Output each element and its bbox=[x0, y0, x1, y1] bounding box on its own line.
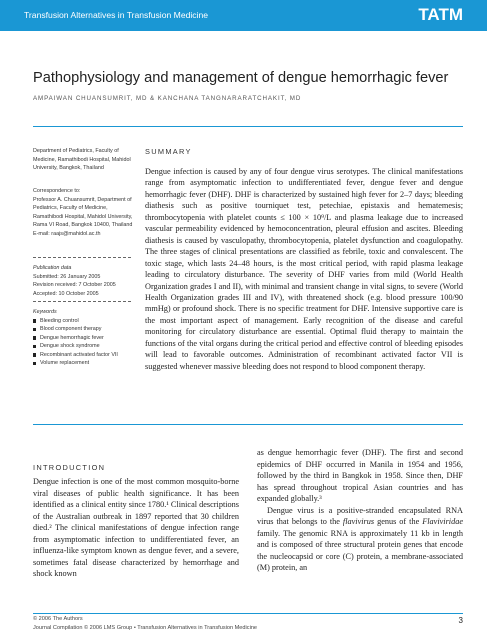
article-authors: AMPAIWAN CHUANSUMRIT, MD & KANCHANA TANGNARARATCHAKIT, MD bbox=[33, 95, 302, 102]
introduction-heading: INTRODUCTION bbox=[33, 463, 106, 472]
family-name: Flaviviridae bbox=[422, 517, 463, 526]
keyword-item: Bleeding control bbox=[33, 317, 133, 326]
revision-date: Revision received: 7 October 2005 bbox=[33, 282, 116, 288]
text-run: genus of the bbox=[374, 517, 423, 526]
publication-block bbox=[33, 264, 133, 298]
keywords-label: Keywords bbox=[33, 309, 57, 315]
correspondence-block bbox=[33, 187, 133, 238]
correspondence-label: Correspondence to: bbox=[33, 188, 81, 194]
journal-code: TATM bbox=[418, 5, 463, 24]
footer-copyright: © 2006 The Authors bbox=[33, 616, 83, 622]
keyword-item: Dengue shock syndrome bbox=[33, 342, 133, 351]
introduction-paragraph: Dengue infection is one of the most common mosquito-borne viral diseases of public health significance. It has been identified as a clinical entity since 1780.¹ Clinical descriptions of the Australian outbreak in 1897 reported that 30 children died.² The clinical manifestations of dengue infection range from asymptomatic infection to undifferentiated fever, an influenza-like symptom known as dengue fever, and a severe, sometimes fatal disease characterized by hemorrhage and shock known bbox=[33, 477, 239, 578]
keyword-item: Recombinant activated factor VII bbox=[33, 351, 133, 360]
footer-journal-line: Journal Compilation © 2006 LMS Group • Transfusion Alternatives in Transfusion Medicine bbox=[33, 625, 258, 631]
keywords-list bbox=[33, 317, 133, 368]
submitted-date: Submitted: 26 January 2005 bbox=[33, 273, 101, 280]
text-run: Dengue virus is a positive-stranded encapsulated RNA virus that belongs to the bbox=[257, 505, 463, 526]
journal-header-bar bbox=[0, 0, 487, 31]
summary-paragraph: Dengue infection is caused by any of four dengue virus serotypes. The clinical manifestations range from asymptomatic infection to undifferentiated fever, dengue fever and dengue hemorrhagic fever (DHF). DHF is characterized by sustained high fever for 2–7 days; bleeding diathesis such as positive tourniquet test, petechiae, epistaxis and hematemesis; thrombocytopenia with platelet counts ≤ 100 × 10⁹/L and plasma leakage due to increased vascular permeability evidenced by hemoconcentration, pleural effusion and ascites. Bleeding diathesis is caused by vasculopathy, thrombocytopenia, platelet dysfunction and coagulopathy. The three stages of clinical presentations are classified as febrile, toxic and convalescent. The toxic stage, which lasts 24–48 hours, is the most critical period, with rapid plasma leakage leading to circulatory disturbance. The severity of DHF varies from mild (World Health Organization grades I and II), with minimal and transient change in vital signs, to severe (World Health Organization grades III and IV), with threatened shock (e.g. blood pressure 100/90 mmHg) or profound shock. There is no specific treatment for DHF. Intensive supportive care is the most important aspect of management. Early recognition of the disease and careful monitoring for circulatory disturbance are essential. Optimal fluid therapy to maintain the functions of the vital organs during the critical period and effective control of bleeding episodes will lead to favorable outcomes. Administration of recombinant activated factor VII is suggested whenever massive bleeding does not respond to blood component therapy. bbox=[145, 167, 463, 371]
affiliation: Department of Pediatrics, Faculty of Medicine, Ramathibodi Hospital, Mahidol University, Bangkok, Thailand bbox=[33, 148, 131, 171]
summary-divider bbox=[33, 424, 463, 425]
keyword-item: Dengue hemorrhagic fever bbox=[33, 334, 133, 343]
article-title: Pathophysiology and management of dengue hemorrhagic fever bbox=[33, 70, 449, 86]
accepted-date: Accepted: 10 October 2005 bbox=[33, 290, 99, 297]
introduction-paragraph: as dengue hemorrhagic fever (DHF). The first and second epidemics of DHF occurred in Manila in 1954 and 1956, followed by the third in Bangkok in 1958. Since then, DHF has spread throughout tropical Asian countries and has expanded globally.³ bbox=[257, 448, 463, 503]
sidebar-divider bbox=[33, 301, 131, 302]
text-run: family. The genomic RNA is approximately 11 kb in length and is composed of three structural protein genes that encode the nucleocapsid or core (C) protein, a membrane-associated (M) protein, an bbox=[257, 528, 463, 572]
header-divider bbox=[33, 126, 463, 127]
journal-name: Transfusion Alternatives in Transfusion Medicine bbox=[24, 10, 209, 20]
summary-heading: SUMMARY bbox=[145, 147, 192, 156]
sidebar-divider bbox=[33, 257, 131, 258]
publication-label: Publication data bbox=[33, 265, 72, 271]
correspondence-email: E-mail: raajs@mahidol.ac.th bbox=[33, 230, 101, 237]
introduction-column-right bbox=[257, 447, 463, 574]
footer-divider bbox=[33, 613, 463, 614]
genus-name: flavivirus bbox=[342, 517, 375, 526]
keyword-item: Blood component therapy bbox=[33, 325, 133, 334]
page-number: 3 bbox=[458, 616, 463, 625]
summary-body bbox=[145, 166, 463, 372]
keyword-item: Volume replacement bbox=[33, 359, 133, 368]
correspondence-address: Professor A. Chuansumrit, Department of Pediatrics, Faculty of Medicine, Ramathibodi Hospital, Mahidol University, Rama VI Road, Bangkok 10400, Thailand bbox=[33, 196, 133, 228]
introduction-column-left bbox=[33, 476, 239, 580]
keywords-block bbox=[33, 308, 133, 368]
introduction-paragraph bbox=[257, 505, 463, 574]
